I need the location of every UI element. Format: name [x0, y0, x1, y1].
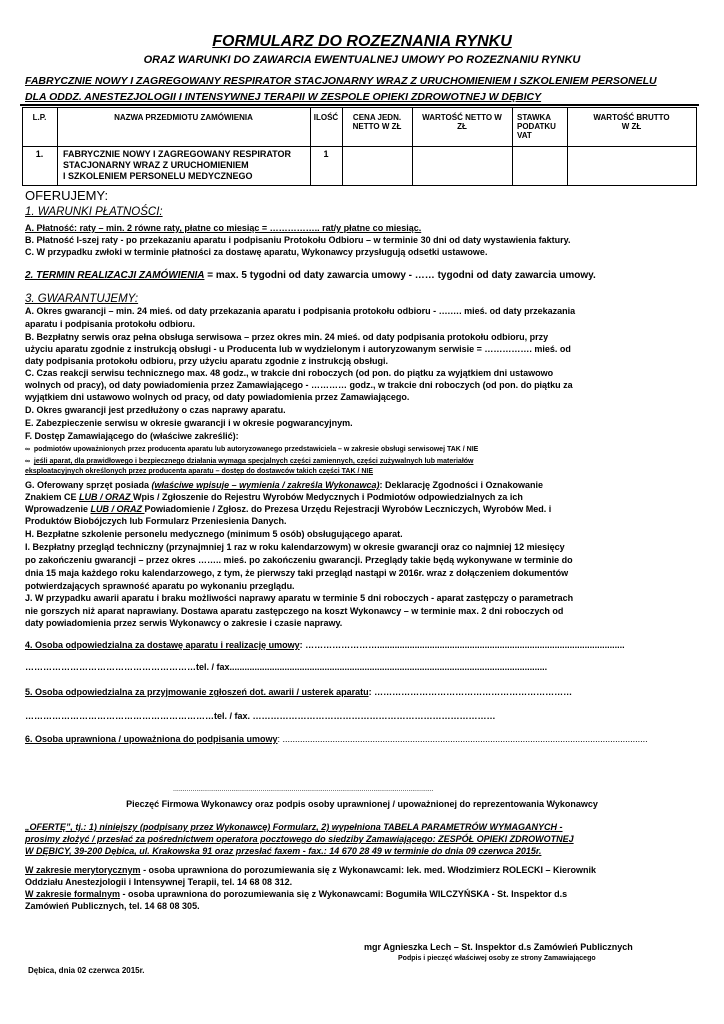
guarantee-line: wyjątkiem dni ustawowo wolnych od pracy, od daty powiadomienia przez Zamawiającego. — [25, 392, 410, 402]
offer-heading: OFERUJEMY: — [25, 188, 109, 203]
row-item-name: FABRYCZNIE NOWY I ZAGREGOWANY RESPIRATOR STACJONARNY WRAZ Z URUCHOMIENIEM I SZKOLENIEM PERSONELU MEDYCZNEGO — [63, 149, 292, 181]
col-header-vat: STAWKA PODATKU VAT — [517, 113, 556, 140]
payment-a: A. Płatność: raty – min. 2 równe raty, płatne co miesiąc = …………….. rat/y płatne co miesiąc. — [25, 223, 422, 233]
guarantee-line: potwierdzających sprawność aparatu po wykonaniu przeglądu. — [25, 581, 295, 591]
payment-c: C. W przypadku zwłoki w terminie płatności za dostawę aparatu, Wykonawcy przysługują odsetki ustawowe. — [25, 247, 488, 257]
contact-formal-cont: Zamówień Publicznych, tel. 14 68 08 305. — [25, 901, 200, 911]
signatory-field[interactable]: 6. Osoba uprawniona / upoważniona do podpisania umowy: .................................................................................................................................................. — [25, 734, 648, 744]
contact-substantive-cont: Oddziału Anestezjologii i Intensywnej Terapii, tel. 14 68 08 312. — [25, 877, 293, 887]
guarantee-line: nie gorszych niż aparat naprawiany. Dostawa aparatu zastępczego na koszt Wykonawcy – w terminie max. 2 dni roboczych od — [25, 606, 564, 616]
guarantee-line: H. Bezpłatne szkolenie personelu medycznego (minimum 5 osób) obsługującego aparat. — [25, 529, 403, 539]
signer-caption: Podpis i pieczęć właściwej osoby ze strony Zamawiającego — [398, 955, 596, 962]
col-header-name: NAZWA PRZEDMIOTU ZAMÓWIENIA — [114, 113, 253, 122]
access-option-2: ∞ jeśli aparat, dla prawidłowego i bezpiecznego działania wymaga specjalnych części zamiennych, części zużywalnych lub materiałów — [25, 458, 474, 465]
guarantee-line: D. Okres gwarancji jest przedłużony o czas naprawy aparatu. — [25, 405, 286, 415]
guarantee-line: wolnych od pracy), od daty powiadomienia przez Zamawiającego - ………… godz., w trakcie dni roboczych (od pon. do piątku za — [25, 380, 573, 390]
signature-dotted-line[interactable]: ...................................................................................................................................... — [173, 786, 434, 793]
guarantee-line: daty powiadomienia przez serwis Wykonawcy o zakresie i czasie naprawy. — [25, 618, 343, 628]
access-option-2-cont: eksploatacyjnych określonych przez producenta aparatu – dostęp do dostawców takich części TAK / NIE — [25, 468, 374, 475]
infinity-bullet-icon: ∞ — [25, 446, 30, 453]
row-qty: 1 — [323, 149, 329, 159]
equipment-docs-line-4: Produktów Biobójczych lub Formularz Przeniesienia Danych. — [25, 516, 287, 526]
guarantee-line: aparatu i podpisania protokołu odbioru. — [25, 319, 196, 329]
guarantee-line: po zakończeniu gwarancji – przez okres …….. mieś. po zakończeniu gwarancji. Przeglądy takie będą wykonywane w terminie do — [25, 555, 573, 565]
guarantee-line: dnia 15 maja każdego roku kalendarzowego, z tym, że pierwszy taki przegląd nastąpi w 2016r. wraz z dołączeniem dokumentów — [25, 568, 569, 578]
col-header-unit-price: CENA JEDN. NETTO W ZŁ — [352, 113, 402, 131]
subject-line-2: DLA ODDZ. ANESTEZJOLOGII I INTENSYWNEJ TERAPII W ZESPOLE OPIEKI ZDROWOTNEJ W DĘBICY — [25, 91, 542, 103]
page-title: FORMULARZ DO ROZEZNANIA RYNKU — [212, 33, 512, 50]
equipment-docs-line-2: Znakiem CE LUB / ORAZ Wpis / Zgłoszenie do Rejestru Wyrobów Medycznych i Podmiotów odpowiedzialnych za ich — [25, 492, 523, 502]
col-header-gross-value: WARTOŚĆ BRUTTO W ZŁ — [593, 113, 670, 131]
delivery-contact-field[interactable]: 4. Osoba odpowiedzialna za dostawę aparatu i realizację umowy: ……………………................................................................................................... — [25, 640, 625, 650]
section-2-title: 2. TERMIN REALIZACJI ZAMÓWIENIA — [25, 270, 205, 281]
document-date: Dębica, dnia 02 czerwca 2015r. — [28, 966, 145, 975]
infinity-bullet-icon: ∞ — [25, 458, 30, 465]
failure-contact-phone-field[interactable]: ………………………………………………………tel. / fax. ……………………………………………………………………… — [25, 711, 496, 721]
submission-line-1: „OFERTĘ”, tj.: 1) niniejszy (podpisany przez Wykonawcę) Formularz, 2) wypełniona TABELA PARAMETRÓW WYMAGANYCH - — [25, 822, 563, 832]
guarantee-line: A. Okres gwarancji – min. 24 mieś. od daty przekazania aparatu i podpisania protokołu odbioru - ….…. mieś. od daty przekazania — [25, 306, 576, 316]
submission-line-2: prosimy złożyć / przesłać za pośrednictwem operatora pocztowego do siedziby Zamawiającego: ZESPÓŁ OPIEKI ZDROWOTNEJ — [25, 834, 574, 844]
section-3-title: 3. GWARANTUJEMY: — [25, 293, 139, 305]
delivery-contact-phone-field[interactable]: …………………………………………………tel. / fax............................................................................................................................... — [25, 662, 548, 672]
subject-line-1: FABRYCZNIE NOWY I ZAGREGOWANY RESPIRATOR STACJONARNY WRAZ Z URUCHOMIENIEM I SZKOLENIEM PERSONELU — [25, 75, 657, 87]
contact-substantive: W zakresie merytorycznym - osoba uprawniona do porozumiewania się z Wykonawcami: lek. med. Włodzimierz ROLECKI – Kierownik — [25, 865, 596, 875]
guarantee-line: B. Bezpłatny serwis oraz pełna obsługa serwisowa – przez okres min. 24 mieś. od daty podpisania protokołu odbioru, przy — [25, 332, 549, 342]
col-header-qty: ILOŚĆ — [313, 113, 339, 122]
section-1-title: 1. WARUNKI PŁATNOŚCI: — [25, 206, 163, 218]
section-2: 2. TERMIN REALIZACJI ZAMÓWIENIA = max. 5 tygodni od daty zawarcia umowy - …… tygodni od daty zawarcia umowy. — [25, 270, 596, 281]
guarantee-line: C. Czas reakcji serwisu technicznego max. 48 godz., w trakcie dni roboczych (od pon. do piątku za wyjątkiem dni ustawowo — [25, 368, 554, 378]
guarantee-line: daty podpisania protokołu odbioru, przy użyciu aparatu zgodnie z instrukcją obsługi. — [25, 356, 389, 366]
row-lp: 1. — [35, 149, 44, 159]
page-subtitle: ORAZ WARUNKI DO ZAWARCIA EWENTUALNEJ UMOWY PO ROZEZNANIU RYNKU — [143, 54, 581, 66]
guarantee-line: użyciu aparatu zgodnie z instrukcją obsługi - u Producenta lub w wydzielonym i autoryzowanym serwisie = ……………. mieś. od — [25, 344, 571, 354]
guarantee-line: J. W przypadku awarii aparatu i braku możliwości naprawy aparatu w terminie 5 dni roboczych - aparat zastępczy o parametrach — [25, 593, 574, 603]
signer-name: mgr Agnieszka Lech – St. Inspektor d.s Zamówień Publicznych — [364, 942, 633, 952]
col-header-lp: L.P. — [32, 113, 47, 122]
guarantee-line: E. Zabezpieczenie serwisu w okresie gwarancji i w okresie pogwarancyjnym. — [25, 418, 353, 428]
access-option-1: ∞ podmiotów upoważnionych przez producenta aparatu lub autoryzowanego przedstawiciela – w zakresie obsługi serwisowej TAK / NIE — [25, 446, 479, 453]
equipment-docs-line-3: Wprowadzenie LUB / ORAZ Powiadomienie / Zgłosz. do Prezesa Urzędu Rejestracji Wyrobów Leczniczych, Wyrobów Med. i — [25, 504, 552, 514]
guarantee-line: F. Dostęp Zamawiającego do (właściwe zakreślić): — [25, 431, 239, 441]
submission-line-3: W DĘBICY, 39-200 Dębica, ul. Krakowska 91 oraz przesłać faxem - fax.: 14 670 28 49 w terminie do dnia 09 czerwca 2015r. — [25, 846, 542, 856]
signature-caption: Pieczęć Firmowa Wykonawcy oraz podpis osoby uprawnionej / upoważnionej do reprezentowania Wykonawcy — [126, 799, 598, 809]
guarantee-line: I. Bezpłatny przegląd techniczny (przynajmniej 1 raz w roku kalendarzowym) w okresie gwarancji oraz co najmniej 12 miesięcy — [25, 542, 565, 552]
equipment-docs-line-1: G. Oferowany sprzęt posiada (właściwe wpisuje – wymienia / zakreśla Wykonawca): Deklarację Zgodności i Oznakowanie — [25, 480, 544, 490]
col-header-net-value: WARTOŚĆ NETTO W ZŁ — [422, 113, 502, 131]
contact-formal: W zakresie formalnym - osoba uprawniona do porozumiewania się z Wykonawcami: Bogumiła WILCZYŃSKA - St. Inspektor d.s — [25, 889, 568, 899]
failure-contact-field[interactable]: 5. Osoba odpowiedzialna za przyjmowanie zgłoszeń dot. awarii / usterek aparatu: ………………………………………………………… — [25, 687, 573, 697]
payment-b: B. Płatność I-szej raty - po przekazaniu aparatu i podpisaniu Protokołu Odbioru – w terminie 30 dni od daty wystawienia faktury. — [25, 235, 571, 245]
